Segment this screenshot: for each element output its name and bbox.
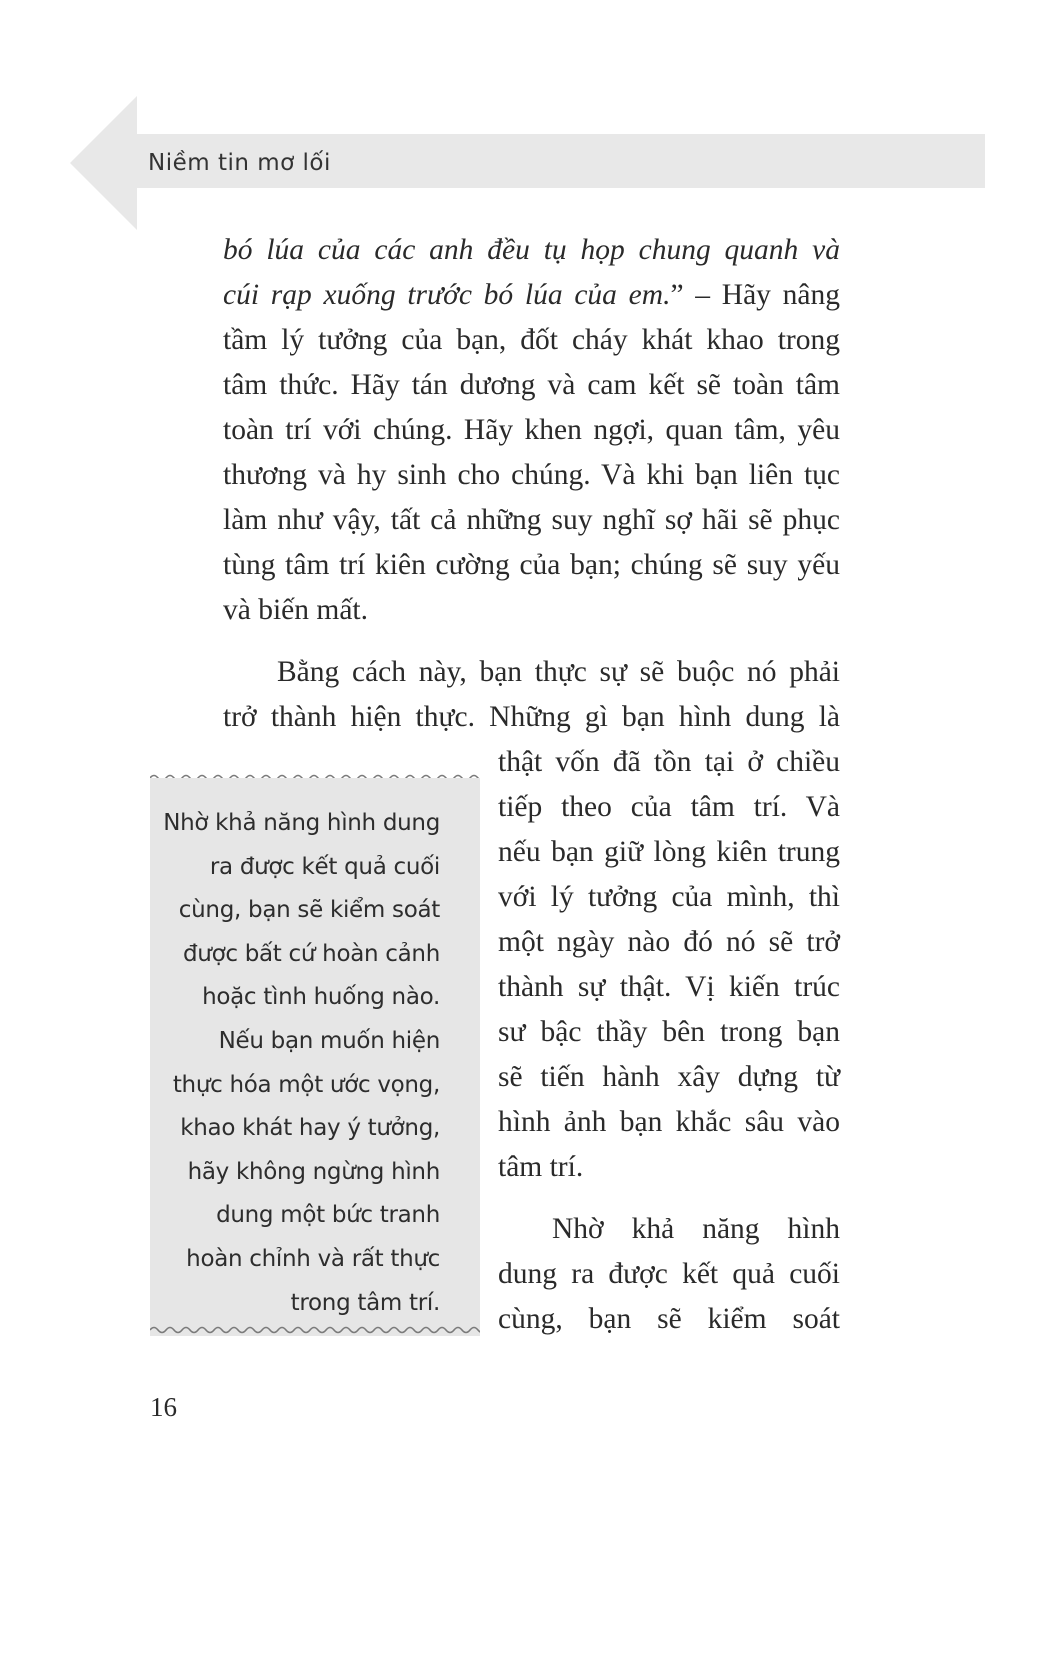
text-line: một ngày nào đó nó sẽ trở [498, 926, 840, 958]
text-line: hình ảnh bạn khắc sâu vào [498, 1106, 840, 1138]
italic-text-run: bó lúa của các anh đều tụ họp chung quanh và [223, 234, 840, 266]
text-line: thành sự thật. Vị kiến trúc [498, 971, 840, 1003]
text-run: toàn trí với chúng. Hãy khen ngợi, quan tâm, yêu [223, 414, 840, 446]
text-line: cùng, bạn sẽ kiểm soát [498, 1303, 840, 1335]
text-line [223, 408, 840, 453]
text-line [223, 498, 840, 543]
running-title: Niềm tin mơ lối [148, 150, 331, 176]
pull-quote-text [163, 802, 440, 1325]
pull-quote-line: hãy không ngừng hình [187, 1158, 440, 1185]
text-line [223, 363, 840, 408]
text-line: thật vốn đã tồn tại ở chiều [498, 746, 840, 778]
pull-quote-line: hoàn chỉnh và rất thực [186, 1245, 440, 1272]
body-paragraph-3 [498, 1207, 840, 1342]
text-line: sư bậc thầy bên trong bạn [498, 1016, 840, 1048]
text-line: Nhờ khả năng hình [552, 1213, 840, 1245]
text-line [223, 543, 840, 588]
pull-quote-line: cùng, bạn sẽ kiểm soát [178, 897, 440, 924]
text-run: tùng tâm trí kiên cường của bạn; chúng sẽ suy yếu [223, 549, 840, 581]
text-run: và biến mất. [223, 594, 368, 626]
pull-quote-line: Nếu bạn muốn hiện [218, 1027, 440, 1054]
text-run: tầm lý tưởng của bạn, đốt cháy khát khao trong [223, 324, 840, 356]
pull-quote-line: dung một bức tranh [216, 1202, 440, 1229]
text-line [223, 588, 840, 633]
text-line: tiếp theo của tâm trí. Và [498, 791, 840, 823]
text-run: ” – Hãy nâng [670, 279, 841, 311]
pull-quote-line: ra được kết quả cuối [209, 853, 440, 880]
text-line: tâm trí. [498, 1151, 584, 1183]
text-line [223, 273, 840, 318]
pull-quote-line: hoặc tình huống nào. [202, 984, 440, 1011]
pull-quote-line: Nhờ khả năng hình dung [163, 810, 440, 836]
text-line: với lý tưởng của mình, thì [498, 881, 840, 913]
text-line: trở thành hiện thực. Những gì bạn hình dung là [223, 701, 840, 733]
body-paragraph-1 [223, 228, 840, 633]
pull-quote-line: được bất cứ hoàn cảnh [183, 940, 440, 967]
text-line: sẽ tiến hành xây dựng từ [498, 1061, 840, 1093]
body-paragraph-2 [223, 650, 840, 740]
text-run: thương và hy sinh cho chúng. Và khi bạn liên tục [223, 459, 840, 491]
pull-quote-line: thực hóa một ước vọng, [172, 1071, 440, 1098]
text-line: Bằng cách này, bạn thực sự sẽ buộc nó phải [277, 656, 840, 688]
sidebar-bottom-wave-border [150, 1324, 480, 1336]
italic-text-run: cúi rạp xuống trước bó lúa của em. [223, 279, 671, 311]
pull-quote-sidebar [150, 778, 480, 1336]
text-line [223, 453, 840, 498]
text-run: tâm thức. Hãy tán dương và cam kết sẽ toàn tâm [223, 369, 840, 401]
text-line: dung ra được kết quả cuối [498, 1258, 840, 1290]
page-number: 16 [150, 1392, 177, 1422]
text-line [223, 228, 840, 273]
text-line [223, 318, 840, 363]
body-paragraph-2-continued [498, 740, 840, 1190]
text-line: nếu bạn giữ lòng kiên trung [498, 836, 840, 868]
text-run: làm như vậy, tất cả những suy nghĩ sợ hãi sẽ phục [223, 504, 840, 536]
pull-quote-line: khao khát hay ý tưởng, [180, 1115, 440, 1142]
pull-quote-line: trong tâm trí. [290, 1289, 440, 1316]
